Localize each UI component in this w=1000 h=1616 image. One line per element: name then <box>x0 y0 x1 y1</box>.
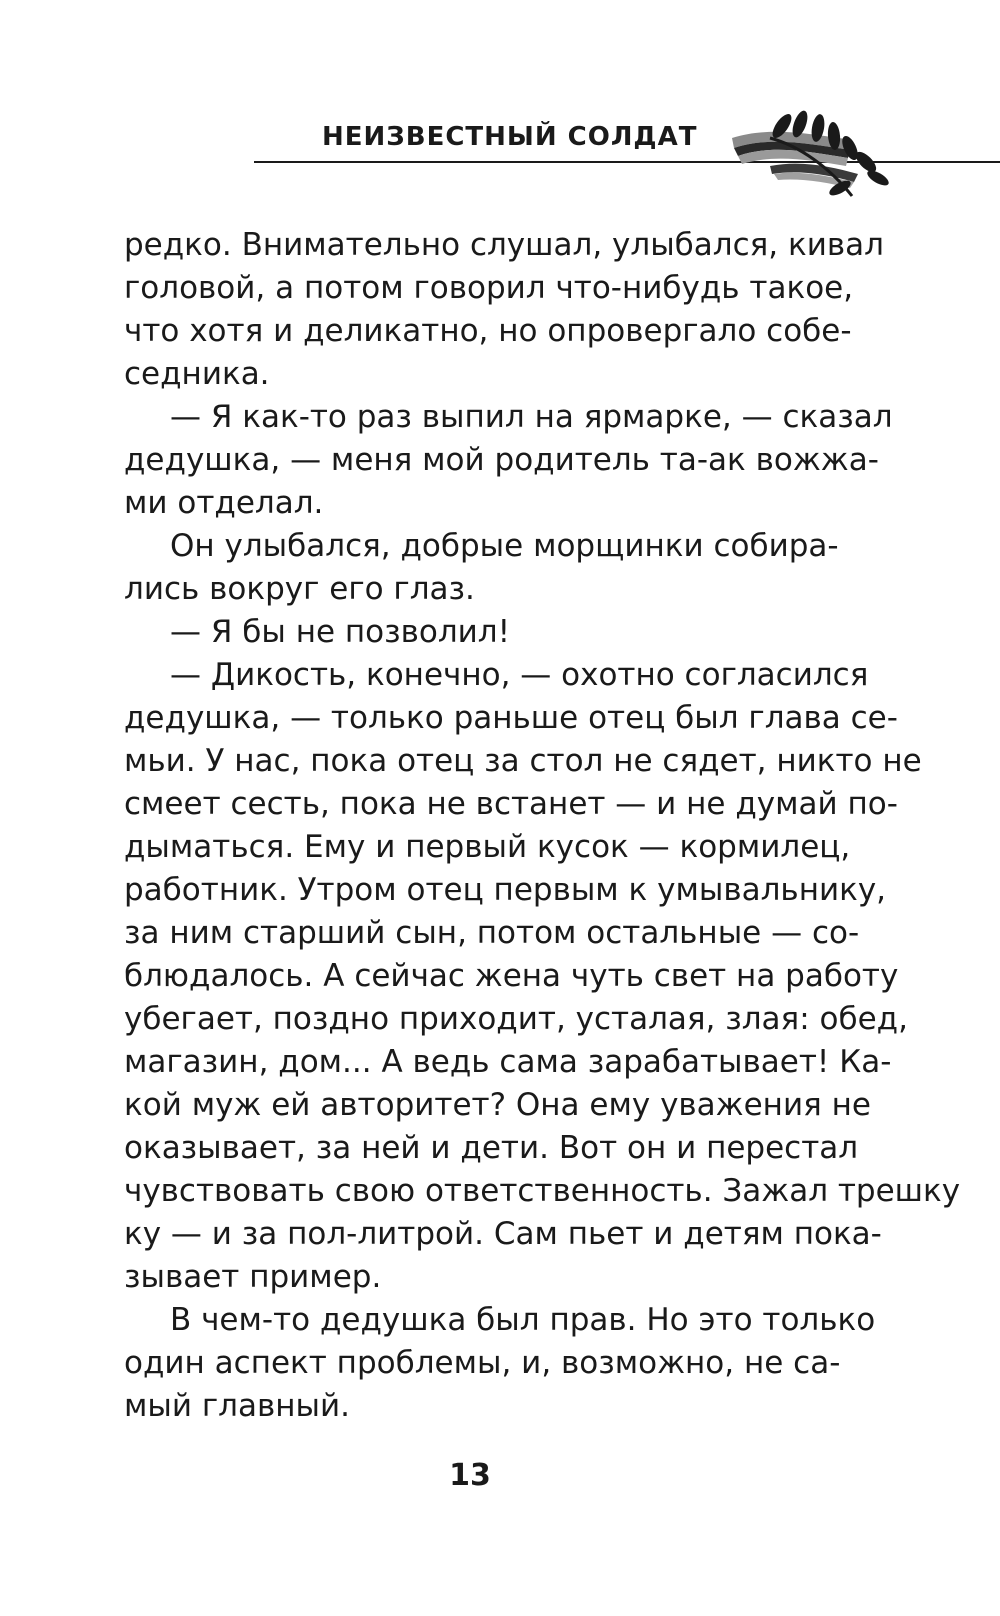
text-line: блюдалось. А сейчас жена чуть свет на работу <box>124 958 899 994</box>
text-line: зывает пример. <box>124 1259 382 1295</box>
text-line: один аспект проблемы, и, возможно, не са- <box>124 1345 841 1381</box>
running-head-title: НЕИЗВЕСТНЫЙ СОЛДАТ <box>322 122 698 152</box>
text-line: редко. Внимательно слушал, улыбался, кивал <box>124 227 884 263</box>
body-text <box>124 224 961 1428</box>
text-line: оказывает, за ней и дети. Вот он и перестал <box>124 1130 859 1166</box>
laurel-ribbon-icon <box>730 108 900 200</box>
text-line: — Я бы не позволил! <box>170 614 511 650</box>
text-line: дыматься. Ему и первый кусок — кормилец, <box>124 829 851 865</box>
text-line: головой, а потом говорил что-нибудь такое, <box>124 270 854 306</box>
text-line: за ним старший сын, потом остальные — со- <box>124 915 860 951</box>
text-line: ми отделал. <box>124 485 324 521</box>
text-line: — Я как-то раз выпил на ярмарке, — сказал <box>170 399 893 435</box>
text-line: Он улыбался, добрые морщинки собира- <box>170 528 839 564</box>
text-line: дедушка, — меня мой родитель та-ак вожжа- <box>124 442 879 478</box>
text-line: — Дикость, конечно, — охотно согласился <box>170 657 869 693</box>
text-line: работник. Утром отец первым к умывальнику, <box>124 872 887 908</box>
text-line: убегает, поздно приходит, усталая, злая: обед, <box>124 1001 908 1037</box>
text-line: чувствовать свою ответственность. Зажал трешку <box>124 1173 961 1209</box>
text-line: что хотя и деликатно, но опровергало собе- <box>124 313 852 349</box>
text-line: мьи. У нас, пока отец за стол не сядет, никто не <box>124 743 922 779</box>
text-line: мый главный. <box>124 1388 350 1424</box>
text-line: смеет сесть, пока не встанет — и не думай по- <box>124 786 898 822</box>
text-line: магазин, дом... А ведь сама зарабатывает! Ка- <box>124 1044 892 1080</box>
text-line: седника. <box>124 356 270 392</box>
text-line: дедушка, — только раньше отец был глава се- <box>124 700 898 736</box>
text-line: лись вокруг его глаз. <box>124 571 475 607</box>
text-line: В чем-то дедушка был прав. Но это только <box>170 1302 876 1338</box>
text-line: ку — и за пол-литрой. Сам пьет и детям пока- <box>124 1216 882 1252</box>
page-number: 13 <box>449 1458 491 1493</box>
text-line: кой муж ей авторитет? Она ему уважения не <box>124 1087 871 1123</box>
running-head <box>0 0 1000 200</box>
